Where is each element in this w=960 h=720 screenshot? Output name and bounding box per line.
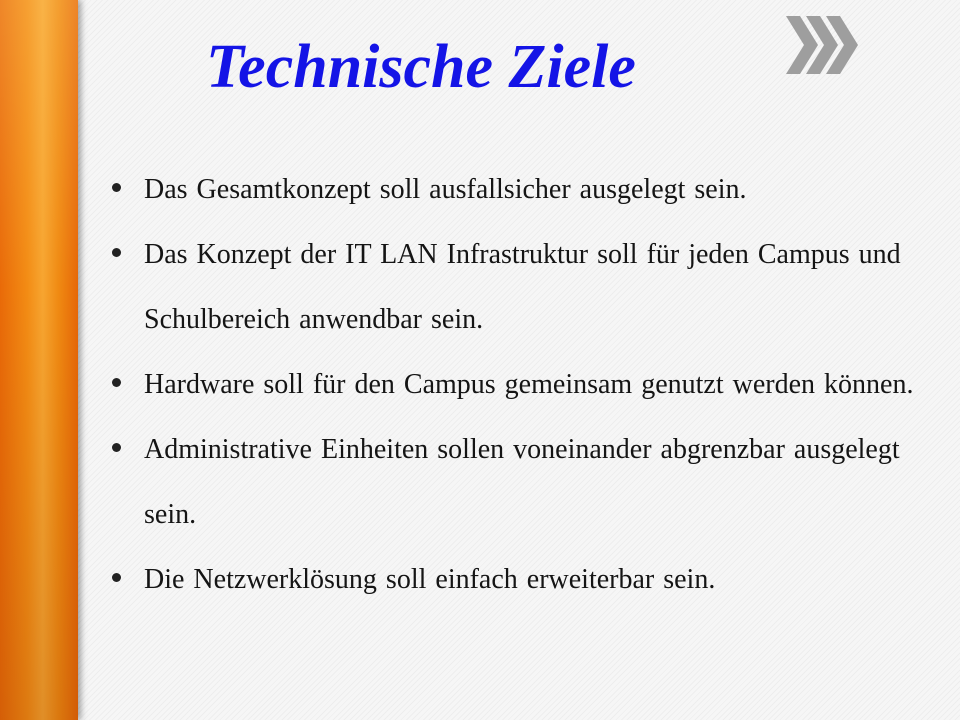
bullet-list (112, 157, 932, 612)
bullet-text: Das Gesamtkonzept soll ausfallsicher ausgelegt sein. (144, 174, 747, 205)
bullet-dot-icon (112, 183, 121, 192)
bullet-item (112, 157, 932, 222)
bullet-item (112, 547, 932, 612)
bullet-text: Administrative Einheiten sollen voneinander abgrenzbar ausgelegt sein. (144, 434, 900, 530)
bullet-item (112, 222, 932, 352)
slide-title: Technische Ziele (206, 33, 636, 101)
bullet-dot-icon (112, 573, 121, 582)
bullet-dot-icon (112, 378, 121, 387)
bullet-item (112, 352, 932, 417)
bullet-dot-icon (112, 248, 121, 257)
bullet-text: Die Netzwerklösung soll einfach erweiterbar sein. (144, 564, 716, 595)
bullet-dot-icon (112, 443, 121, 452)
orange-side-bar (0, 0, 78, 720)
bullet-item (112, 417, 932, 547)
bullet-text: Hardware soll für den Campus gemeinsam genutzt werden können. (144, 369, 914, 400)
bullet-text: Das Konzept der IT LAN Infrastruktur soll für jeden Campus und Schulbereich anwendbar sein. (144, 239, 901, 335)
double-chevron-right-icon (778, 10, 862, 80)
